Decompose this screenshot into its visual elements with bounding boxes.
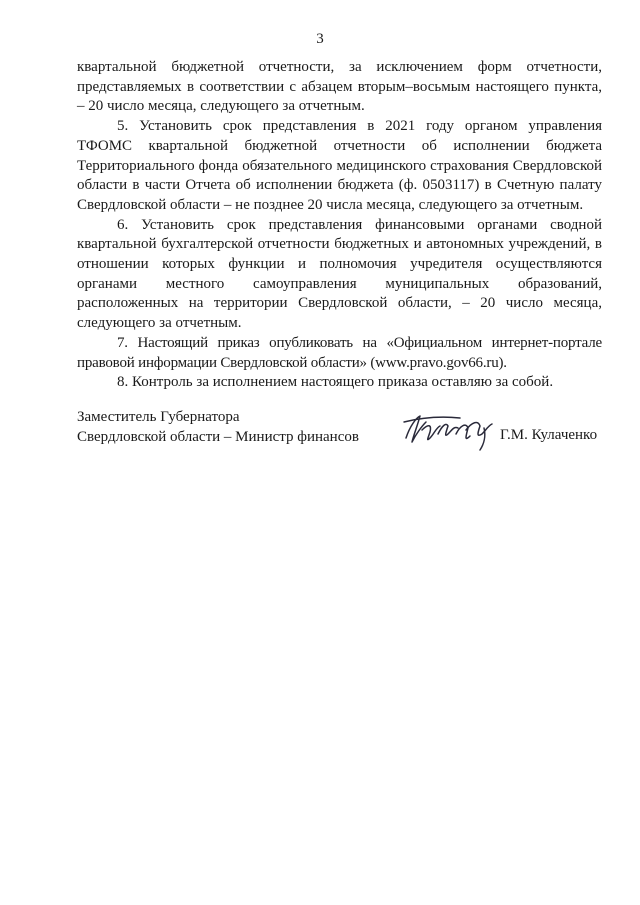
paragraph-item-7: 7. Настоящий приказ опубликовать на «Официальном интернет-портале правовой информации Свердловской области» (www.pravo.gov66.ru).	[77, 334, 602, 371]
paragraph-item-6: 6. Установить срок представления финансовыми органами сводной квартальной бухгалтерской отчетности бюджетных и автономных учреждений, в отношении которых функции и полномочия учредителя осуществляются органами местного самоуправления муниципальных образований, расположенных на территории Свердловской области, – 20 число месяца, следующего за отчетным.	[77, 216, 602, 332]
paragraph-item-8: 8. Контроль за исполнением настоящего приказа оставляю за собой.	[117, 374, 554, 391]
handwritten-signature	[400, 408, 496, 452]
document-body	[77, 58, 602, 393]
signatory-title-line-1: Заместитель Губернатора	[77, 409, 240, 425]
signatory-name: Г.М. Кулаченко	[500, 427, 598, 443]
signatory-title-line-2: Свердловской области – Министр финансов	[77, 428, 359, 445]
page-number: 3	[316, 31, 324, 47]
signatory-title	[77, 408, 359, 447]
paragraph-item-5: 5. Установить срок представления в 2021 году органом управления ТФОМС квартальной бюджетной отчетности об исполнении бюджета Территориального фонда обязательного медицинского страхования Свердловской области в части Отчета об исполнении бюджета (ф. 0503117) в Счетную палату Свердловской области – не позднее 20 числа месяца, следующего за отчетным.	[77, 118, 602, 213]
paragraph-continuation: квартальной бюджетной отчетности, за исключением форм отчетности, представляемых в соответствии с абзацем вторым–восьмым настоящего пункта, – 20 число месяца, следующего за отчетным.	[77, 59, 602, 115]
